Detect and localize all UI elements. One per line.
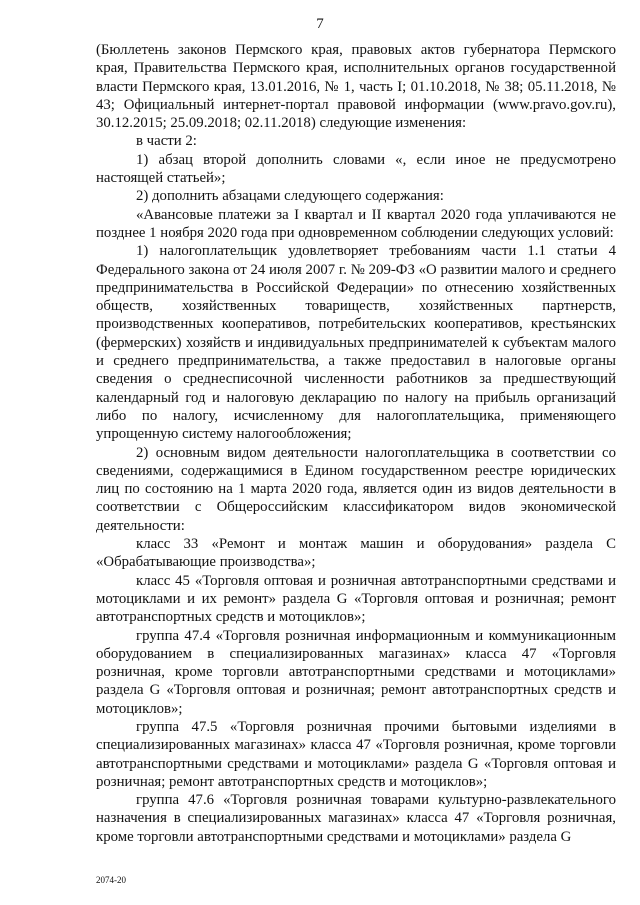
paragraph-advance-payments: «Авансовые платежи за I квартал и II квартал 2020 года уплачиваются не позднее 1 ноября 2020 года при одновременном соблюдении следующих условий: <box>96 206 616 241</box>
paragraph-condition-1: 1) налогоплательщик удовлетворяет требованиям части 1.1 статьи 4 Федерального закона от 24 июля 2007 г. № 209-ФЗ «О развитии малого и среднего предпринимательства в Российской Федерации» по отнесению хозяйственных обществ, хозяйственных товариществ, хозяйственных партнерств, производственных кооперативов, потребительских кооперативов, крестьянских (фермерских) хозяйств и индивидуальных предпринимателей к субъектам малого и среднего предпринимательства, а также предоставил в налоговые органы сведения о среднесписочной численности работников за предшествующий календарный год и налоговую декларацию по налогу на прибыль организаций либо по налогу, исчисленному для налогоплательщика, применяющего упрощенную систему налогообложения; <box>96 243 616 443</box>
paragraph-class-45: класс 45 «Торговля оптовая и розничная автотранспортными средствами и мотоциклами и их ремонт» раздела G «Торговля оптовая и розничная; ремонт автотранспортных средств и мотоциклов»; <box>96 572 616 626</box>
paragraph-sources: (Бюллетень законов Пермского края, правовых актов губернатора Пермского края, Правительства Пермского края, исполнительных органов государственной власти Пермского края, 13.01.2016, № 1, часть I; 01.10.2018, № 38; 05.11.2018, № 43; Официальный интернет-портал правовой информации (www.pravo.gov.ru), 30.12.2015; 25.09.2018; 02.11.2018) следующие изменения: <box>96 42 616 132</box>
paragraph-item-1: 1) абзац второй дополнить словами «, если иное не предусмотрено настоящей статьей»; <box>96 151 616 187</box>
paragraph-item-2: 2) дополнить абзацами следующего содержания: <box>136 188 444 205</box>
page-number: 7 <box>316 16 324 32</box>
document-code: 2074-20 <box>96 875 126 885</box>
paragraph-part-2: в части 2: <box>136 133 197 150</box>
paragraph-group-47-6: группа 47.6 «Торговля розничная товарами культурно-развлекательного назначения в специализированных магазинах» класса 47 «Торговля розничная, кроме торговли автотранспортными средствами и мотоциклами» раздела G <box>96 792 616 845</box>
paragraph-group-47-4: группа 47.4 «Торговля розничная информационным и коммуникационным оборудованием в специализированных магазинах» класса 47 «Торговля розничная, кроме торговли автотранспортными средствами и мотоциклами» раздела G «Торговля оптовая и розничная; ремонт автотранспортных средств и мотоциклов»; <box>96 627 616 717</box>
paragraph-group-47-5: группа 47.5 «Торговля розничная прочими бытовыми изделиями в специализированных магазинах» класса 47 «Торговля розничная, кроме торговли автотранспортными средствами и мотоциклами» раздела G «Торговля оптовая и розничная; ремонт автотранспортных средств и мотоциклов»; <box>96 718 616 790</box>
document-body <box>96 41 616 846</box>
paragraph-class-33: класс 33 «Ремонт и монтаж машин и оборудования» раздела C «Обрабатывающие производства»; <box>96 536 616 571</box>
paragraph-condition-2: 2) основным видом деятельности налогоплательщика в соответствии со сведениями, содержащимися в Едином государственном реестре юридических лиц по состоянию на 1 марта 2020 года, является один из видов деятельности в соответствии с Общероссийским классификатором видов экономической деятельности: <box>96 444 616 534</box>
